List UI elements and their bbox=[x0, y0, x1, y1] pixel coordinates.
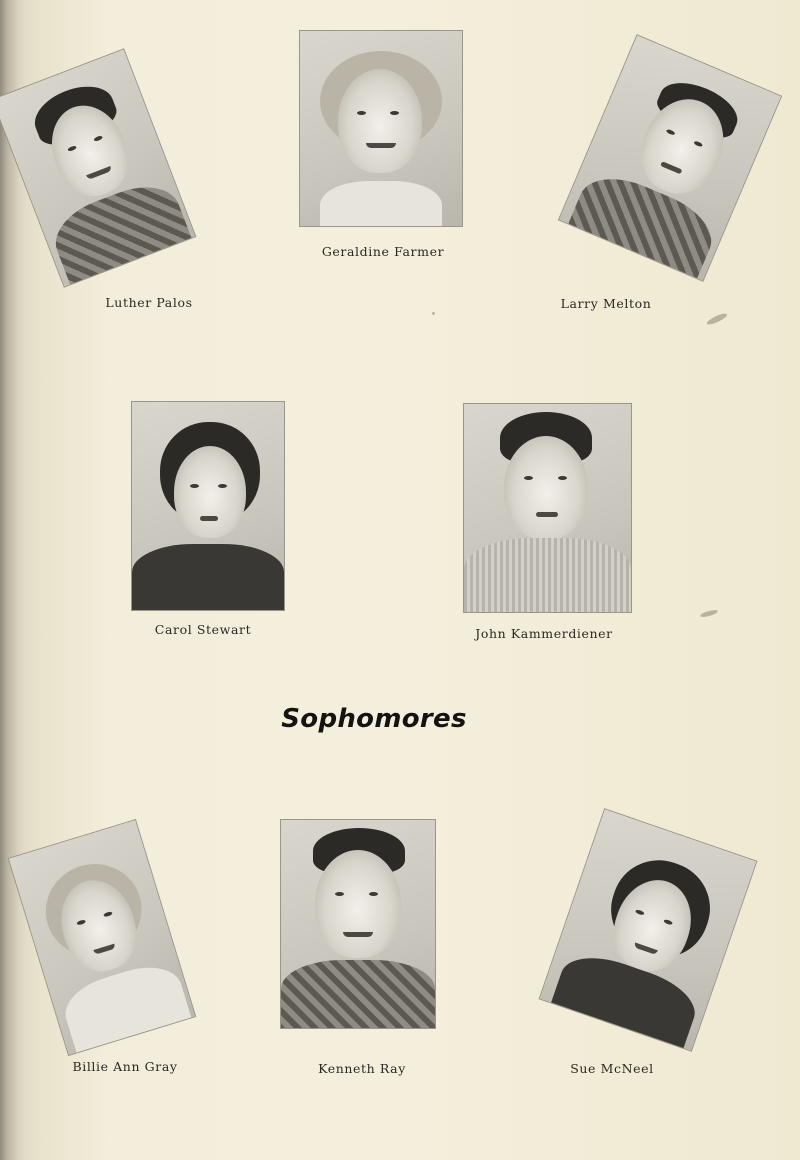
caption-john-kammerdiener: John Kammerdiener bbox=[475, 626, 613, 641]
caption-sue-mcneel: Sue McNeel bbox=[570, 1061, 654, 1076]
portrait-photo-luther-palos bbox=[0, 50, 195, 287]
portrait-photo-larry-melton bbox=[559, 35, 781, 280]
portrait-photo-carol-stewart bbox=[132, 402, 284, 610]
portrait-photo-billie-ann-gray bbox=[9, 820, 195, 1055]
paper-speck bbox=[706, 312, 728, 327]
portrait-photo-kenneth-ray bbox=[281, 820, 435, 1028]
caption-kenneth-ray: Kenneth Ray bbox=[318, 1061, 406, 1076]
paper-speck bbox=[700, 609, 719, 618]
caption-larry-melton: Larry Melton bbox=[560, 296, 652, 311]
section-heading: Sophomores bbox=[281, 704, 467, 734]
portrait-photo-geraldine-farmer bbox=[300, 31, 462, 226]
portrait-photo-john-kammerdiener bbox=[464, 404, 631, 612]
caption-carol-stewart: Carol Stewart bbox=[154, 622, 252, 637]
portrait-photo-sue-mcneel bbox=[540, 809, 756, 1050]
paper-speck bbox=[432, 312, 435, 315]
caption-billie-ann-gray: Billie Ann Gray bbox=[72, 1059, 178, 1074]
caption-luther-palos: Luther Palos bbox=[105, 295, 193, 310]
caption-geraldine-farmer: Geraldine Farmer bbox=[321, 244, 445, 259]
